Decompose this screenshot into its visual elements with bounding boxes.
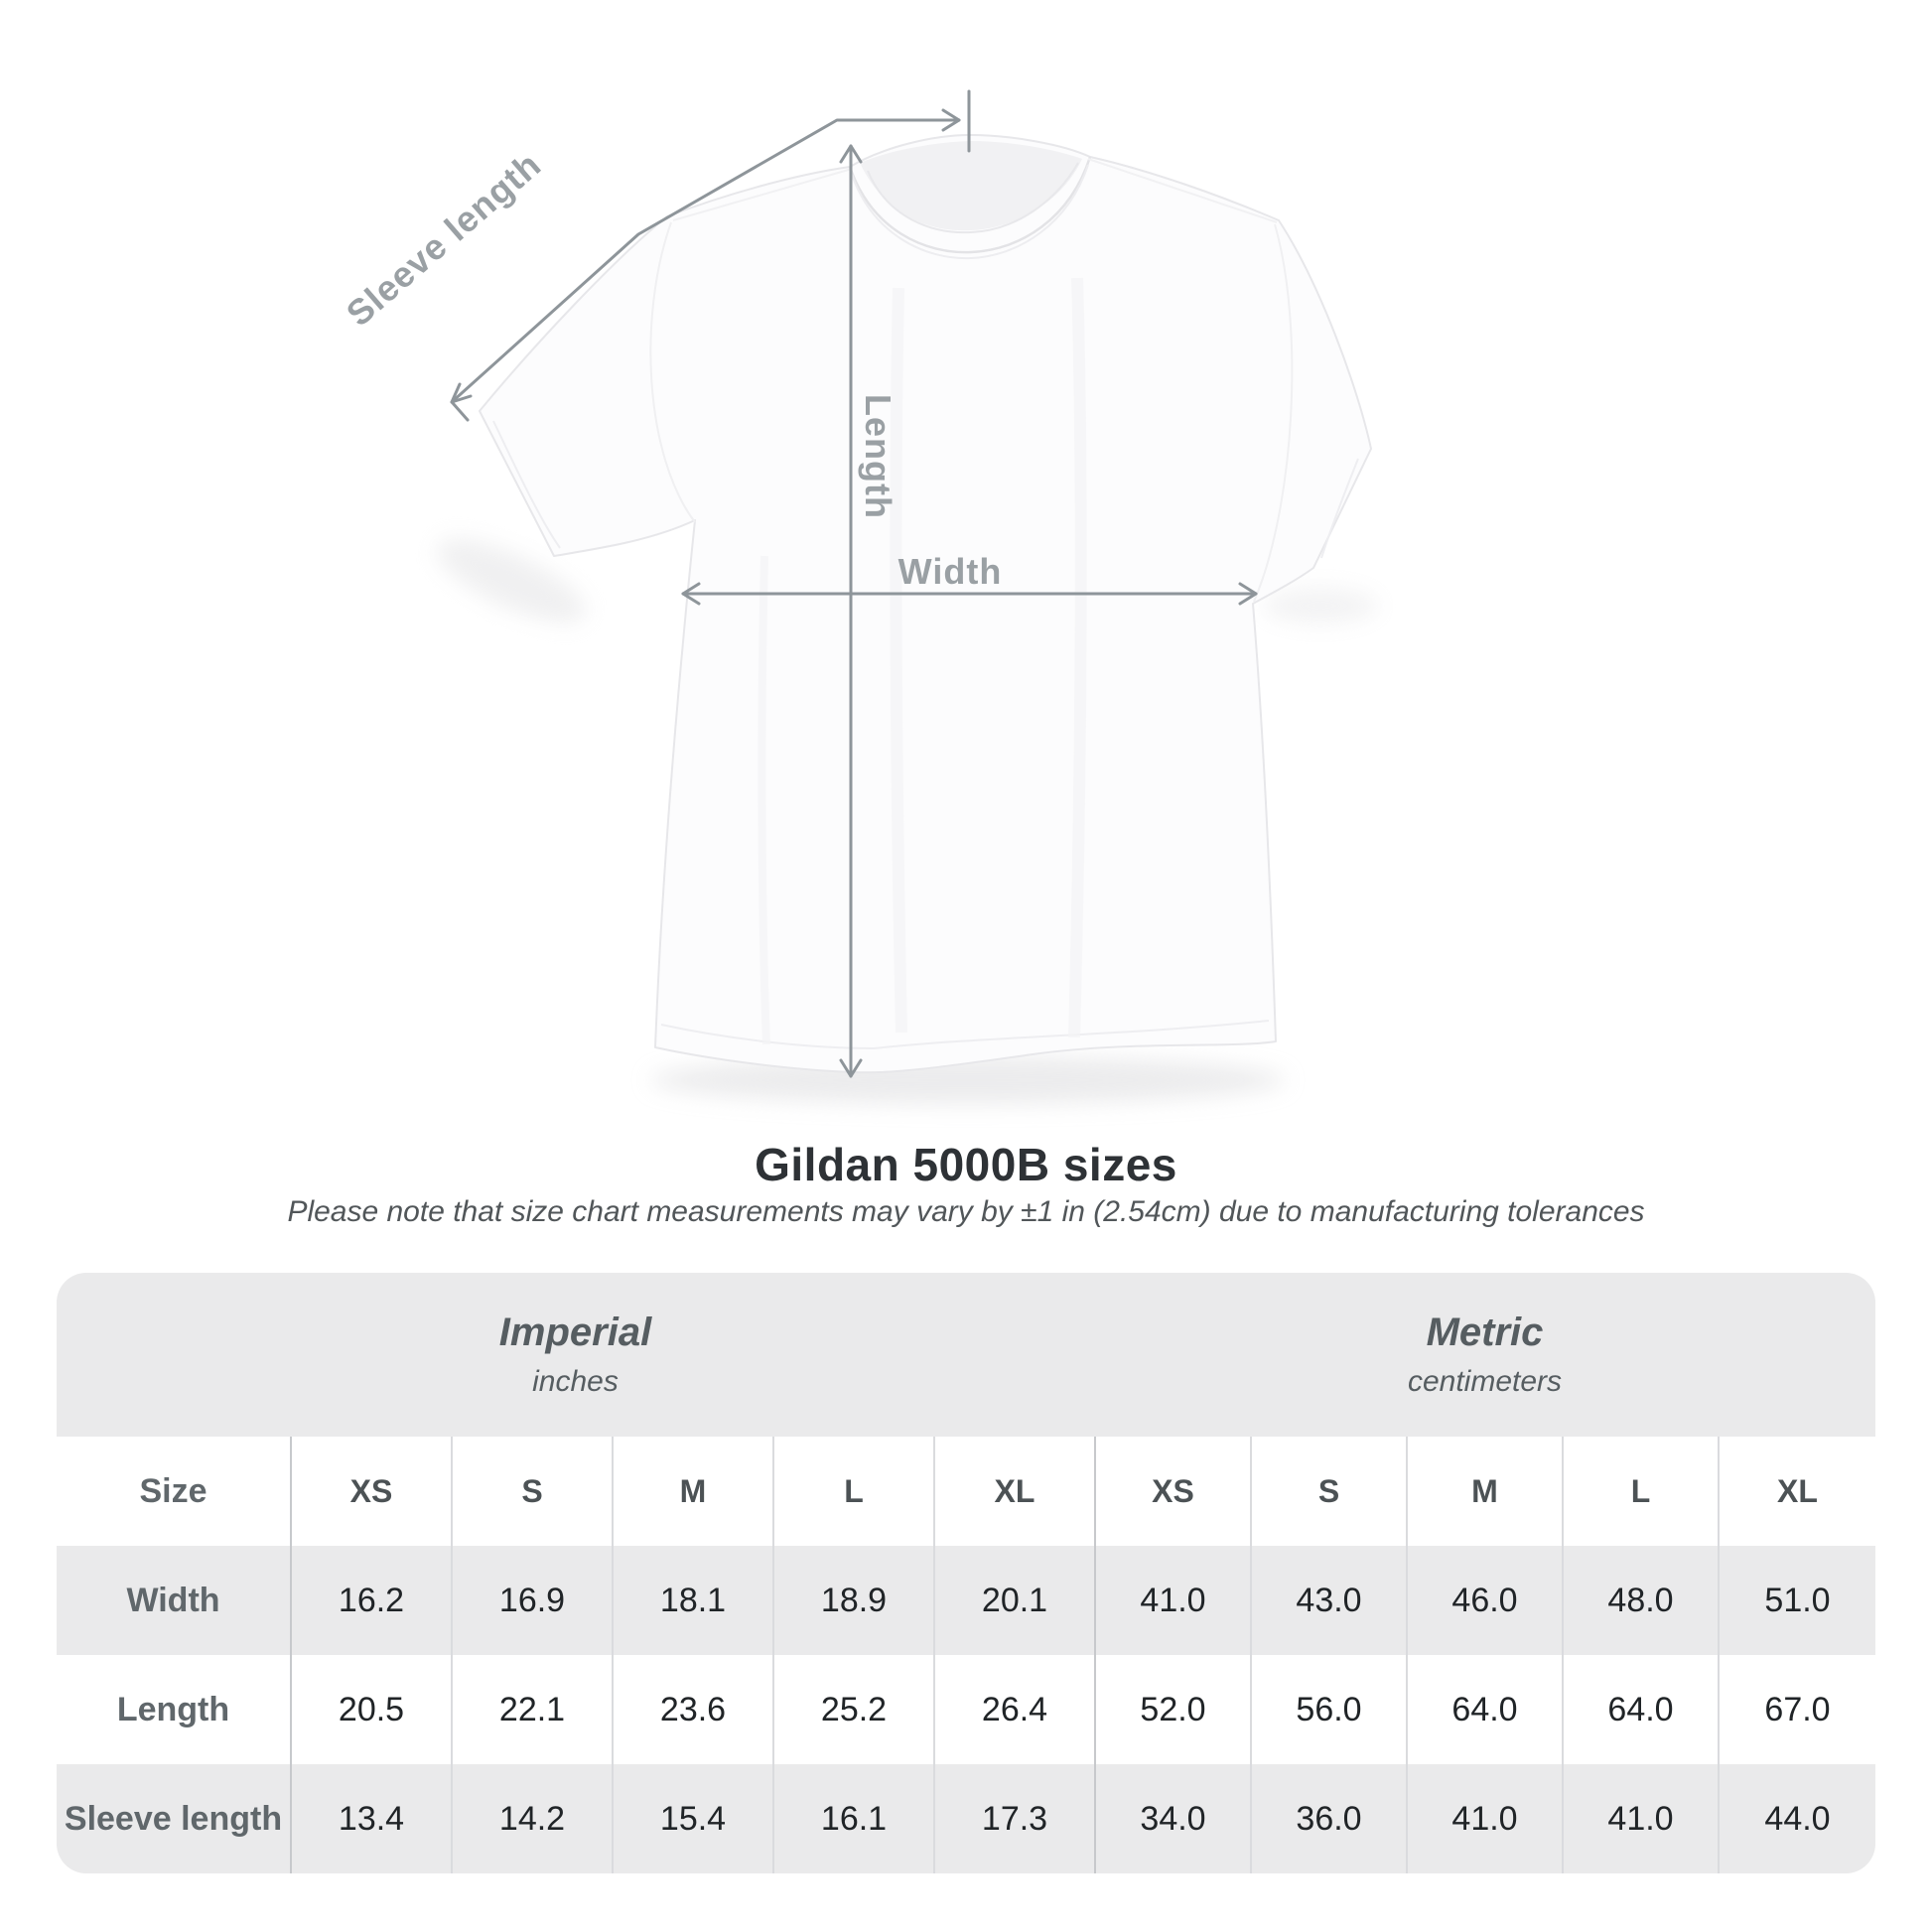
imperial-group-header	[57, 1273, 1094, 1437]
table-cell: 18.9	[772, 1546, 933, 1655]
row-label-length: Length	[116, 1690, 230, 1728]
imperial-label: Imperial	[498, 1311, 652, 1354]
table-cell: 41.0	[1406, 1764, 1562, 1873]
table-cell: 46.0	[1406, 1546, 1562, 1655]
column-header: M	[612, 1437, 772, 1546]
imperial-units: inches	[532, 1365, 619, 1398]
sleeve-length-label: Sleeve length	[338, 143, 549, 335]
column-header: XL	[1718, 1437, 1875, 1546]
table-cell: 52.0	[1094, 1655, 1250, 1764]
table-cell: 43.0	[1250, 1546, 1406, 1655]
column-header: XL	[933, 1437, 1094, 1546]
table-cell: 15.4	[612, 1764, 772, 1873]
table-cell: 64.0	[1562, 1655, 1718, 1764]
width-label: Width	[897, 551, 1003, 592]
table-cell: 51.0	[1718, 1546, 1875, 1655]
table-cell: 22.1	[451, 1655, 612, 1764]
page-title: Gildan 5000B sizes	[755, 1139, 1177, 1190]
table-cell: 25.2	[772, 1655, 933, 1764]
metric-group-header	[1094, 1273, 1875, 1437]
table-cell: 41.0	[1094, 1546, 1250, 1655]
column-header: XS	[290, 1437, 451, 1546]
size-header: Size	[139, 1471, 207, 1510]
tshirt-graphic	[480, 135, 1371, 1072]
table-cell: 48.0	[1562, 1546, 1718, 1655]
row-label-sleeve-length: Sleeve length	[57, 1764, 290, 1873]
table-cell: 36.0	[1250, 1764, 1406, 1873]
size-table	[57, 1273, 1875, 1873]
row-label-width: Width	[57, 1546, 290, 1655]
column-header: XS	[1094, 1437, 1250, 1546]
length-label: Length	[858, 394, 898, 519]
table-cell: 20.5	[290, 1655, 451, 1764]
table-cell: 17.3	[933, 1764, 1094, 1873]
table-cell: 26.4	[933, 1655, 1094, 1764]
table-cell: 23.6	[612, 1655, 772, 1764]
table-cell: 16.9	[451, 1546, 612, 1655]
table-cell: 14.2	[451, 1764, 612, 1873]
page-subtitle: Please note that size chart measurements may vary by ±1 in (2.54cm) due to manufacturing tolerances	[287, 1195, 1645, 1228]
column-header: M	[1406, 1437, 1562, 1546]
table-cell: 64.0	[1406, 1655, 1562, 1764]
metric-units: centimeters	[1407, 1365, 1563, 1398]
table-cell: 13.4	[290, 1764, 451, 1873]
column-header: S	[451, 1437, 612, 1546]
table-cell: 44.0	[1718, 1764, 1875, 1873]
table-cell: 18.1	[612, 1546, 772, 1655]
table-cell: 67.0	[1718, 1655, 1875, 1764]
column-header: L	[772, 1437, 933, 1546]
table-cell: 41.0	[1562, 1764, 1718, 1873]
table-cell: 16.1	[772, 1764, 933, 1873]
metric-label: Metric	[1426, 1311, 1544, 1354]
table-cell: 34.0	[1094, 1764, 1250, 1873]
column-header: L	[1562, 1437, 1718, 1546]
table-cell: 20.1	[933, 1546, 1094, 1655]
table-cell: 16.2	[290, 1546, 451, 1655]
table-cell: 56.0	[1250, 1655, 1406, 1764]
column-header: S	[1250, 1437, 1406, 1546]
